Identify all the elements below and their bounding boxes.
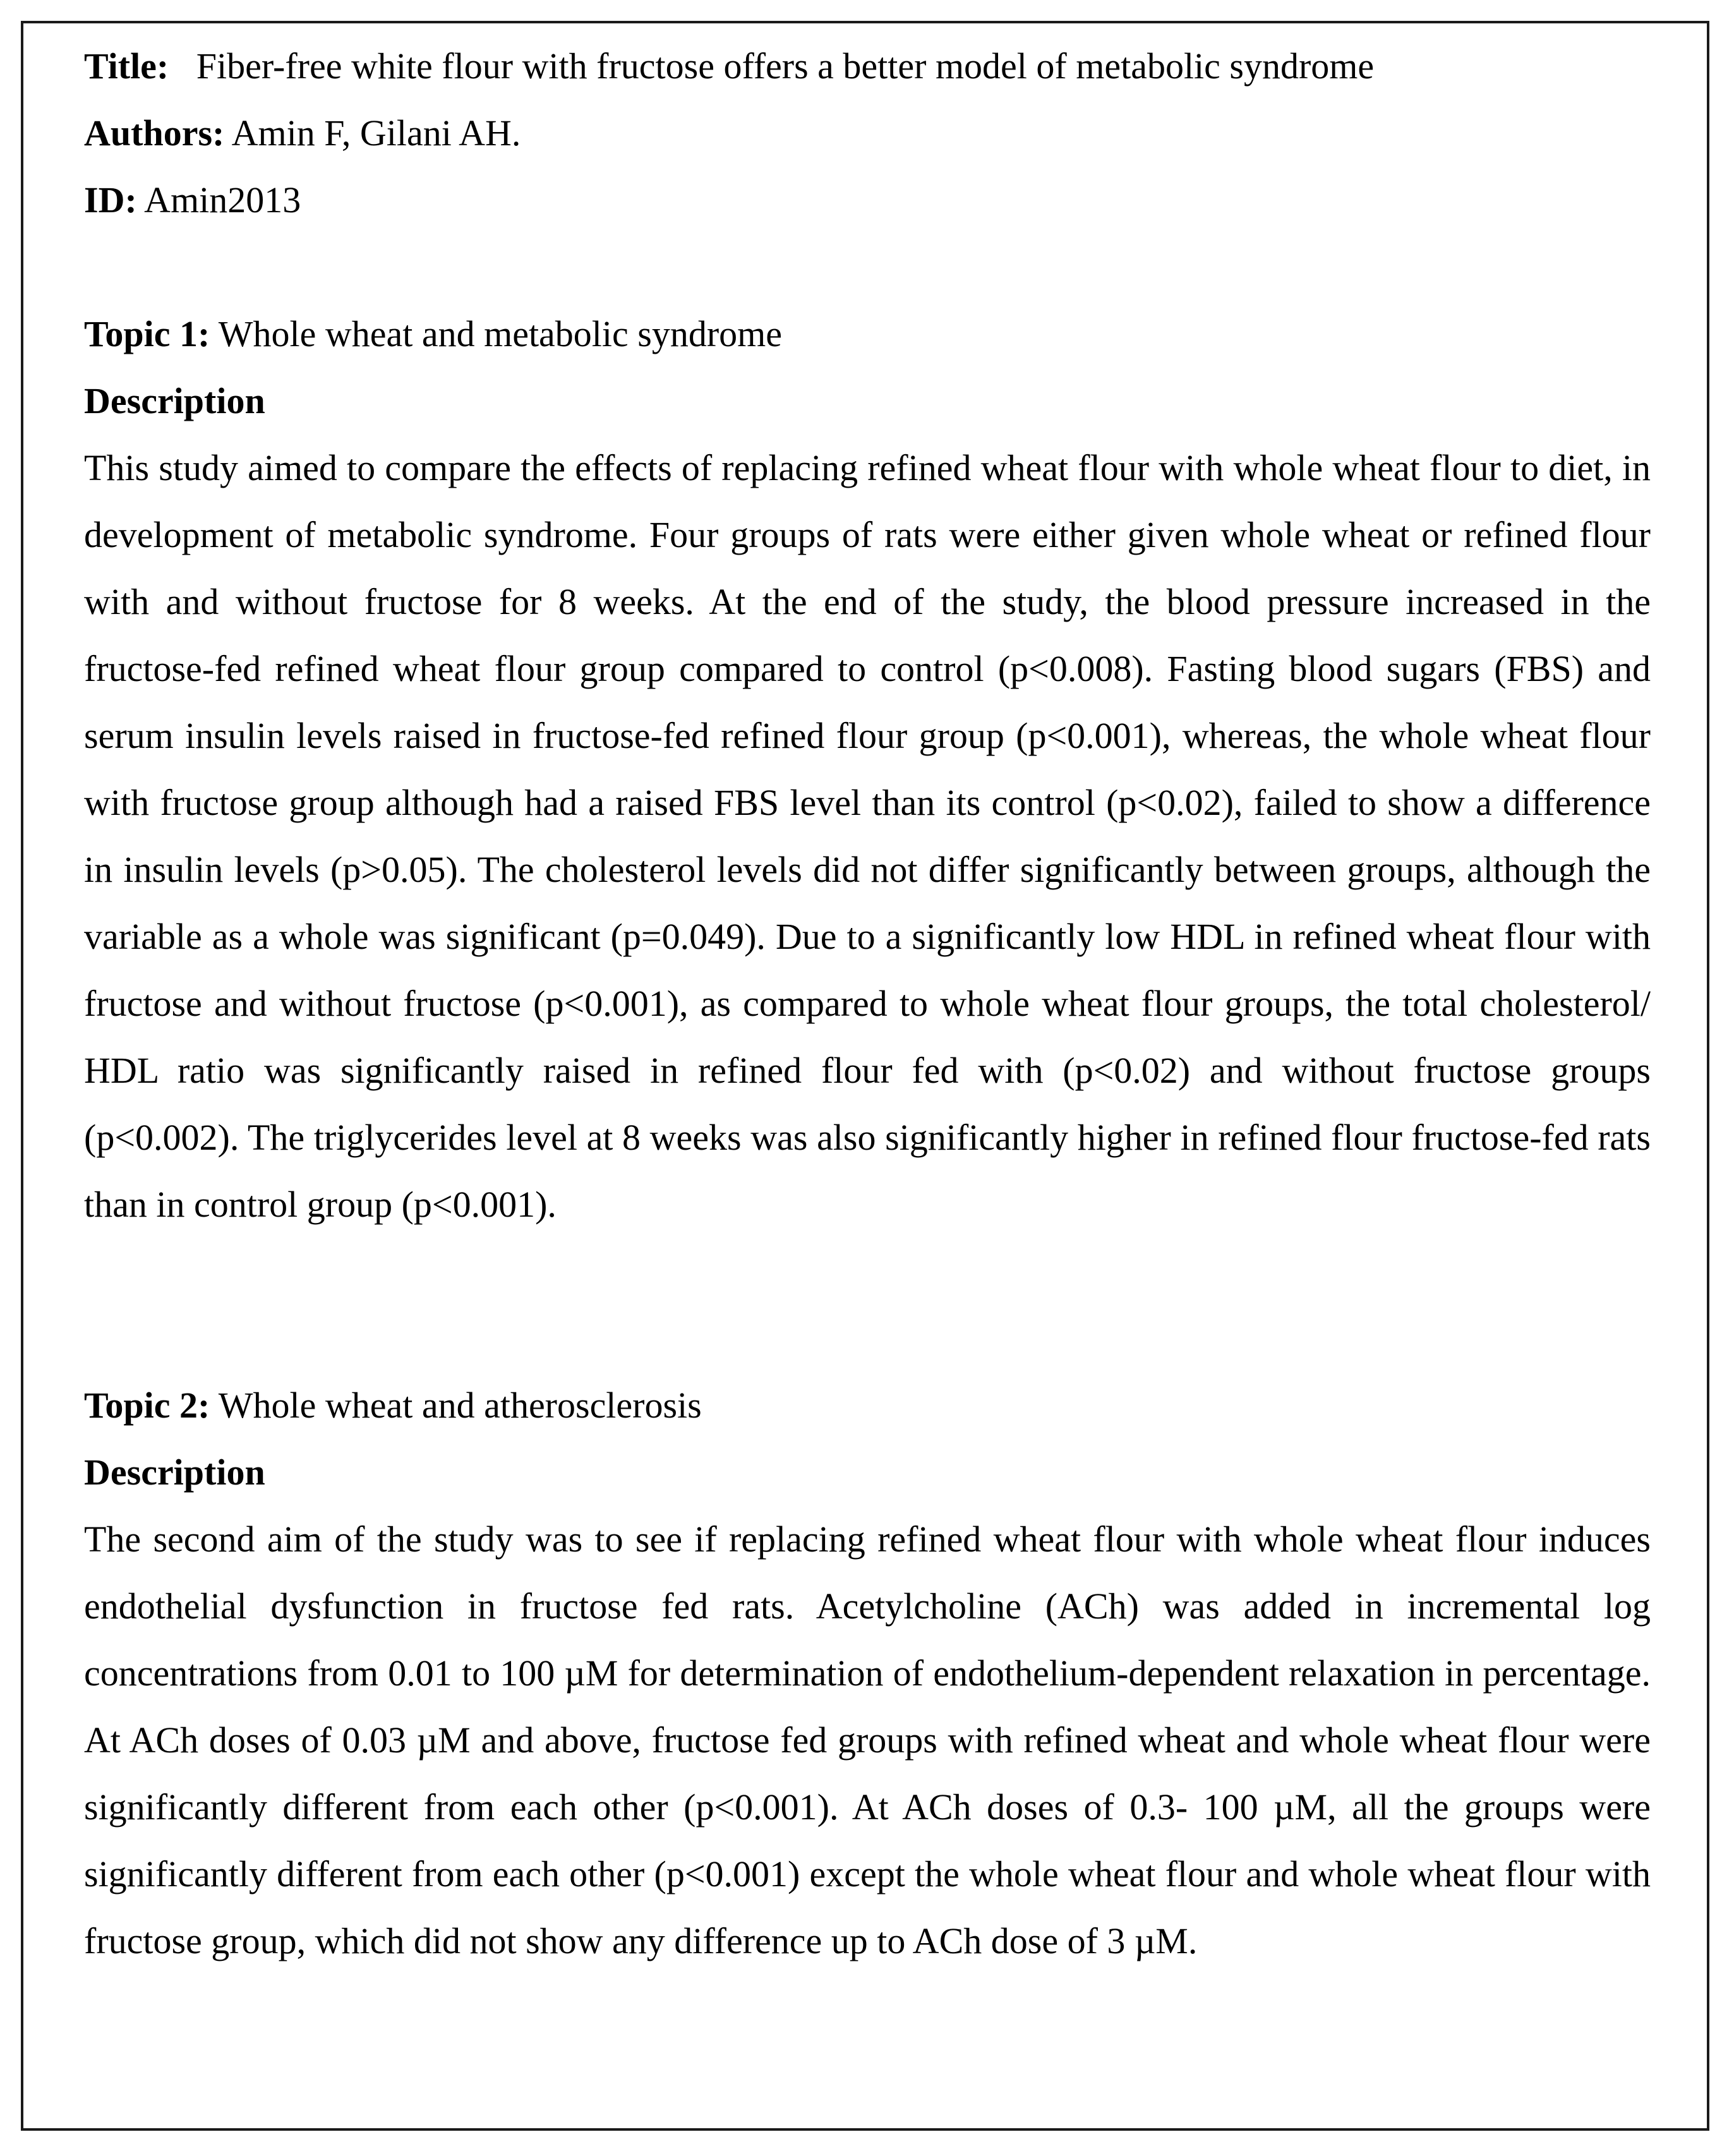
id-line	[84, 167, 1651, 234]
topic-1-description: This study aimed to compare the effects of replacing refined wheat flour with whole wheat flour to diet, in development of metabolic syndrome. Four groups of rats were either given whole wheat or refined flour with and without fructose for 8 weeks. At the end of the study, the blood pressure increased in the fructose-fed refined wheat flour group compared to control (p<0.008). Fasting blood sugars (FBS) and serum insulin levels raised in fructose-fed refined flour group (p<0.001), whereas, the whole wheat flour with fructose group although had a raised FBS level than its control (p<0.02), failed to show a difference in insulin levels (p>0.05). The cholesterol levels did not differ significantly between groups, although the variable as a whole was significant (p=0.049). Due to a significantly low HDL in refined wheat flour with fructose and without fructose (p<0.001), as compared to whole wheat flour groups, the total cholesterol/ HDL ratio was significantly raised in refined flour fed with (p<0.02) and without fructose groups (p<0.002). The triglycerides level at 8 weeks was also significantly higher in refined flour fructose-fed rats than in control group (p<0.001).	[84, 447, 1651, 1225]
topic-1-label: Topic 1:	[84, 313, 210, 354]
authors-value: Amin F, Gilani AH.	[231, 112, 521, 154]
topic-2-section	[84, 1372, 1651, 1975]
id-value: Amin2013	[144, 179, 301, 220]
topic-1-section	[84, 301, 1651, 1238]
title-line	[84, 33, 1651, 100]
title-value: Fiber-free white flour with fructose offers a better model of metabolic syndrome	[196, 45, 1375, 87]
topic-1-description-label: Description	[84, 380, 265, 421]
id-label: ID:	[84, 179, 137, 220]
topic-2-name: Whole wheat and atherosclerosis	[218, 1385, 702, 1426]
authors-line	[84, 100, 1651, 167]
topic-1-name: Whole wheat and metabolic syndrome	[218, 313, 783, 354]
topic-2-label: Topic 2:	[84, 1385, 210, 1426]
spacer	[84, 234, 1651, 301]
topic-2-description-label: Description	[84, 1452, 265, 1493]
document-body	[84, 33, 1651, 1975]
spacer	[84, 1238, 1651, 1372]
topic-2-description: The second aim of the study was to see if replacing refined wheat flour with whole wheat flour induces endothelial dysfunction in fructose fed rats. Acetylcholine (ACh) was added in incremental log concentrations from 0.01 to 100 µM for determination of endothelium-dependent relaxation in percentage. At ACh doses of 0.03 µM and above, fructose fed groups with refined wheat and whole wheat flour were significantly different from each other (p<0.001). At ACh doses of 0.3- 100 µM, all the groups were significantly different from each other (p<0.001) except the whole wheat flour and whole wheat flour with fructose group, which did not show any difference up to ACh dose of 3 µM.	[84, 1519, 1651, 1961]
topic-2-heading	[84, 1372, 1651, 1439]
authors-label: Authors:	[84, 112, 225, 154]
topic-1-heading	[84, 301, 1651, 368]
title-label: Title:	[84, 45, 169, 87]
